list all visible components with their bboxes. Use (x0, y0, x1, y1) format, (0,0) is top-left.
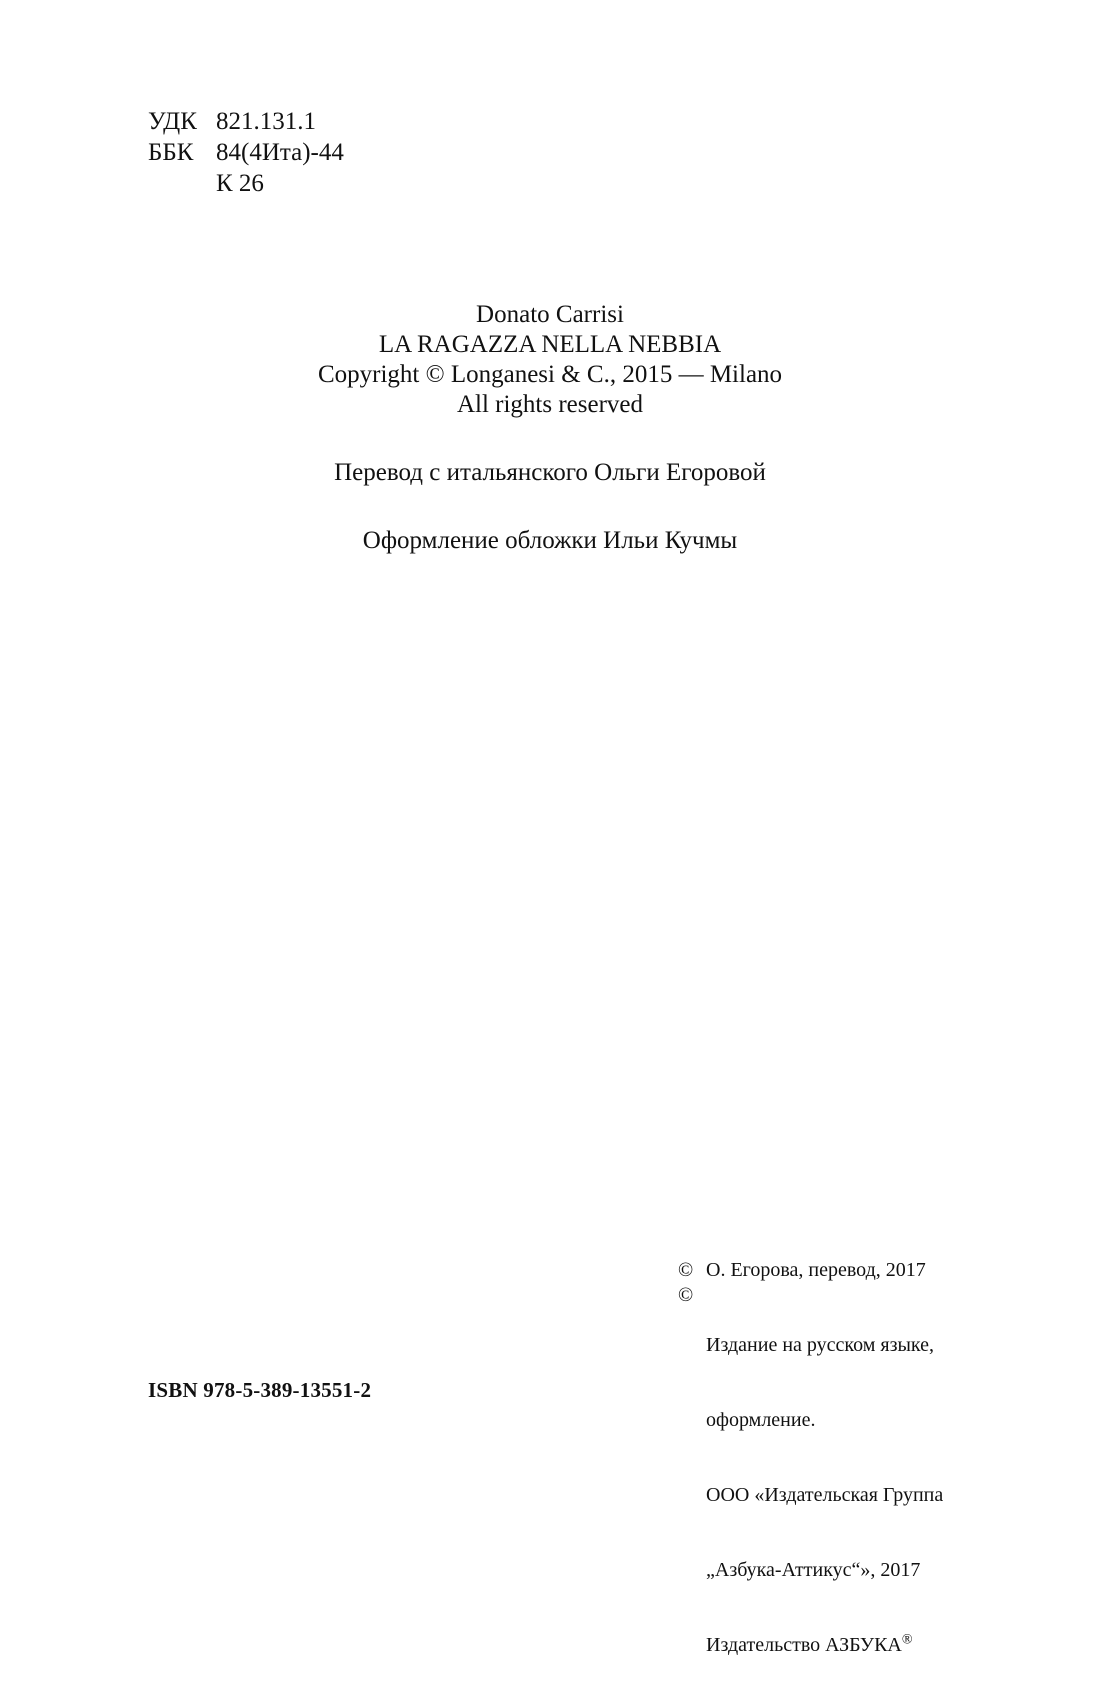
udk-value: 821.131.1 (216, 108, 316, 135)
edition-line: оформление. (706, 1409, 816, 1431)
original-copyright: Copyright © Longanesi & C., 2015 — Milano (317, 361, 783, 388)
author-mark: К 26 (216, 170, 264, 197)
edition-line: ООО «Издательская Группа (706, 1484, 944, 1506)
bbk-value: 84(4Ита)-44 (216, 139, 344, 166)
isbn: ISBN 978-5-389-13551-2 (148, 1378, 372, 1402)
original-title: LA RAGAZZA NELLA NEBBIA (378, 331, 722, 358)
registered-mark: ® (901, 1632, 913, 1648)
cover-design-credit: Оформление обложки Ильи Кучмы (362, 527, 738, 554)
translation-copyright (678, 1258, 943, 1283)
copyright-notices (678, 1258, 943, 1708)
edition-line: „Азбука-Аттикус“», 2017 (706, 1559, 921, 1581)
edition-copyright (678, 1283, 943, 1708)
translation-copyright-text: О. Егорова, перевод, 2017 (706, 1259, 926, 1281)
copyright-symbol: © (678, 1259, 694, 1281)
copyright-symbol: © (678, 1284, 694, 1306)
edition-line: Издание на русском языке, (706, 1334, 934, 1356)
publisher-name: Издательство АЗБУКА (706, 1634, 902, 1656)
udk-label: УДК (148, 108, 197, 135)
library-classification (148, 106, 344, 199)
original-edition-info (0, 300, 1100, 420)
udk-row (148, 106, 344, 137)
translation-credit: Перевод с итальянского Ольги Егоровой (334, 459, 766, 486)
edition-line-publisher (706, 1633, 943, 1658)
bbk-row (148, 137, 344, 168)
bbk-label: ББК (148, 139, 194, 166)
rights-notice: All rights reserved (456, 391, 644, 418)
edition-copyright-text (706, 1283, 943, 1708)
original-author: Donato Carrisi (476, 301, 624, 328)
